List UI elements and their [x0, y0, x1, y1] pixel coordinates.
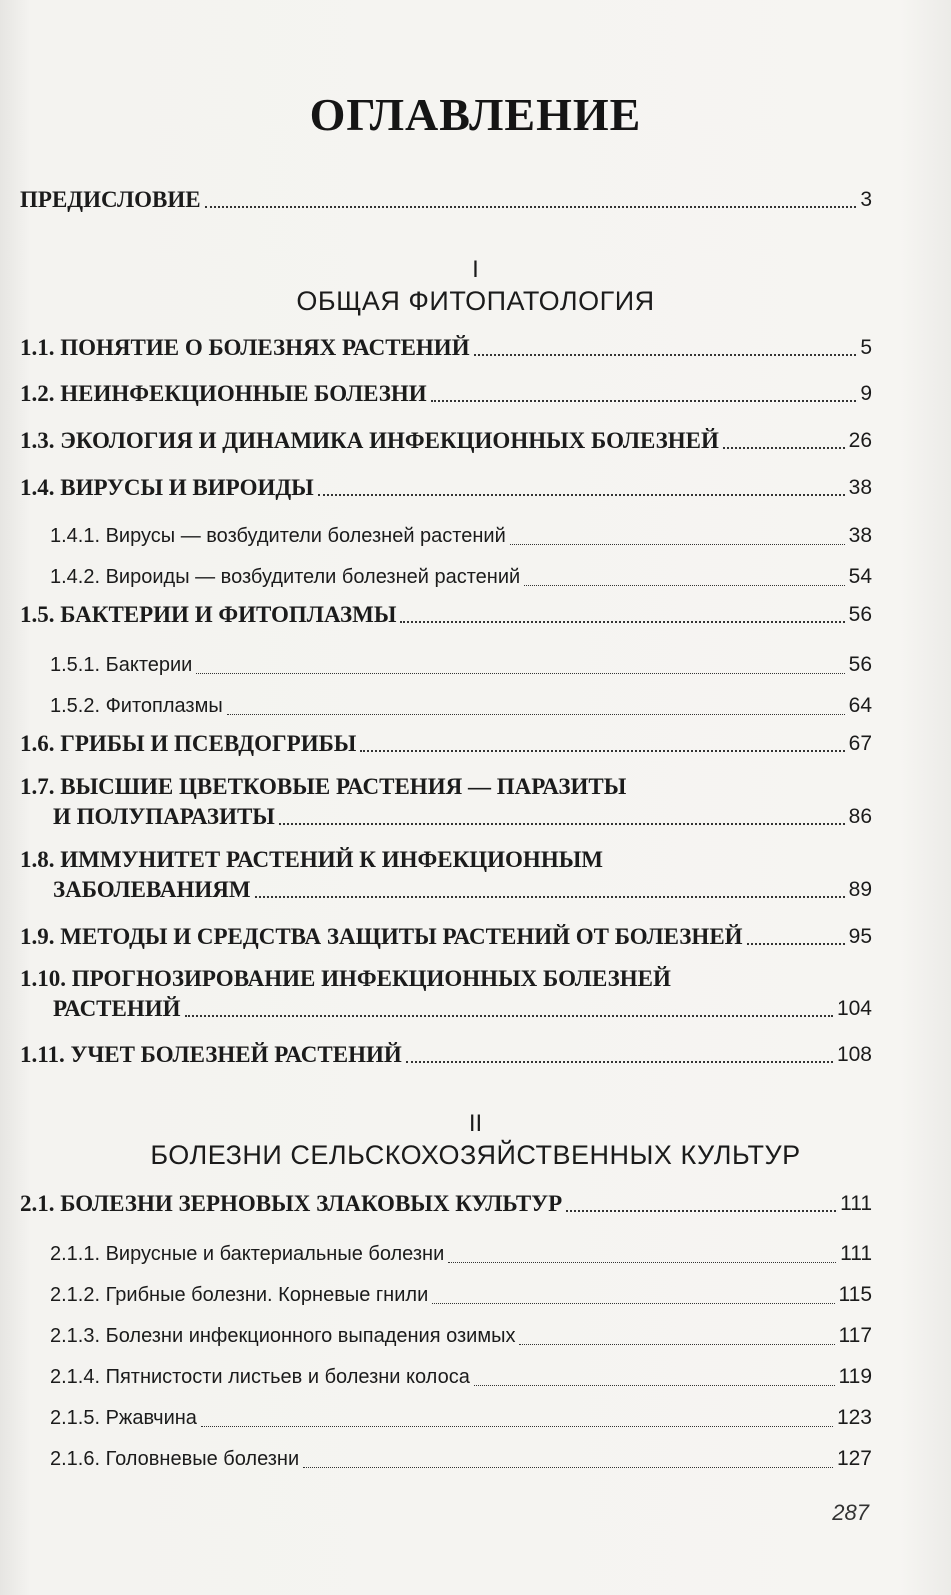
toc-entry-page: 117: [838, 1324, 872, 1347]
toc-entry-page: 108: [836, 1043, 872, 1066]
leader-dots: [227, 713, 845, 715]
toc-subentry: [50, 651, 872, 679]
toc-subentry: [50, 1445, 872, 1473]
toc-subentry: [50, 1404, 872, 1432]
toc-entry-label: 2.1.5. Ржавчина: [50, 1407, 197, 1429]
leader-dots: [205, 205, 857, 208]
leader-dots: [360, 749, 844, 752]
toc-entry-page: 115: [838, 1283, 872, 1306]
toc-entry-page: 89: [848, 878, 872, 901]
page-number: 287: [832, 1500, 869, 1525]
toc-entry-page: 64: [848, 694, 872, 717]
leader-dots: [524, 584, 844, 586]
toc-entry: [20, 923, 872, 951]
leader-dots: [474, 353, 857, 356]
toc-entry-label-line1: 1.10. ПРОГНОЗИРОВАНИЕ ИНФЕКЦИОННЫХ БОЛЕЗНЕЙ: [20, 966, 671, 991]
toc-entry: [20, 380, 872, 408]
toc-entry-page: 56: [848, 603, 872, 626]
toc-entry-page: 104: [836, 997, 872, 1020]
toc-entry-label: 1.5. БАКТЕРИИ И ФИТОПЛАЗМЫ: [20, 602, 397, 627]
toc-entry: [20, 334, 872, 362]
leader-dots: [318, 493, 845, 496]
toc-entry-label: 1.5.2. Фитоплазмы: [50, 695, 223, 717]
leader-dots: [432, 1302, 834, 1304]
toc-subentry: [50, 1281, 872, 1309]
toc-entry-page: 86: [848, 805, 872, 828]
leader-dots: [400, 620, 844, 623]
part-number: I: [472, 256, 479, 283]
toc-entry-label: 2.1.1. Вирусные и бактериальные болезни: [50, 1243, 445, 1265]
toc-entry-label: 1.2. НЕИНФЕКЦИОННЫЕ БОЛЕЗНИ: [20, 381, 427, 406]
leader-dots: [431, 399, 857, 402]
toc-entry-label: 2.1.6. Головневые болезни: [50, 1448, 300, 1470]
toc-entry-label-line2: ЗАБОЛЕВАНИЯМ: [53, 877, 251, 902]
leader-dots: [510, 543, 845, 545]
leader-dots: [196, 672, 844, 674]
part-title: ОБЩАЯ ФИТОПАТОЛОГИЯ: [296, 286, 655, 316]
toc-entry-label: 2.1. БОЛЕЗНИ ЗЕРНОВЫХ ЗЛАКОВЫХ КУЛЬТУР: [20, 1191, 563, 1216]
leader-dots: [747, 942, 845, 945]
toc-entry: [20, 730, 872, 758]
leader-dots: [519, 1343, 834, 1345]
toc-entry-page: 111: [840, 1242, 872, 1265]
toc-entry-label: 1.4.1. Вирусы — возбудители болезней растений: [50, 525, 506, 547]
toc-entry-page: 9: [860, 382, 872, 405]
toc-entry-label: 2.1.2. Грибные болезни. Корневые гнили: [50, 1284, 429, 1306]
leader-dots: [474, 1384, 835, 1386]
leader-dots: [566, 1209, 836, 1212]
toc-entry-label: 1.1. ПОНЯТИЕ О БОЛЕЗНЯХ РАСТЕНИЙ: [20, 335, 470, 360]
toc-entry-label: 1.3. ЭКОЛОГИЯ И ДИНАМИКА ИНФЕКЦИОННЫХ БОЛЕЗНЕЙ: [20, 428, 719, 453]
toc-entry: [20, 427, 872, 455]
leader-dots: [406, 1060, 833, 1063]
toc-entry-page: 127: [836, 1447, 872, 1470]
leader-dots: [723, 446, 845, 449]
toc-entry-label: 2.1.4. Пятнистости листьев и болезни колоса: [50, 1366, 470, 1388]
toc-entry-page: 119: [838, 1365, 872, 1388]
toc-subentry: [50, 563, 872, 591]
toc-entry-page: 67: [848, 732, 872, 755]
toc-subentry: [50, 522, 872, 550]
leader-dots: [185, 1014, 833, 1017]
toc-entry-label-line1: 1.7. ВЫСШИЕ ЦВЕТКОВЫЕ РАСТЕНИЯ — ПАРАЗИТЫ: [20, 774, 627, 799]
toc-entry-page: 54: [848, 565, 872, 588]
toc-entry-label: 1.4. ВИРУСЫ И ВИРОИДЫ: [20, 475, 314, 500]
toc-entry-label: 1.11. УЧЕТ БОЛЕЗНЕЙ РАСТЕНИЙ: [20, 1042, 402, 1067]
toc-entry-page: 26: [848, 429, 872, 452]
leader-dots: [279, 822, 845, 825]
toc-subentry: [50, 1240, 872, 1268]
toc-entry-label: 1.4.2. Вироиды — возбудители болезней растений: [50, 566, 521, 588]
toc-entry-page: 95: [848, 925, 872, 948]
toc-entry-label: 1.5.1. Бактерии: [50, 654, 193, 676]
toc-entry-label-line2: РАСТЕНИЙ: [53, 996, 181, 1021]
toc-entry-page: 123: [836, 1406, 872, 1429]
toc-entry-label: 2.1.3. Болезни инфекционного выпадения озимых: [50, 1325, 516, 1347]
toc-entry-page: 38: [848, 476, 872, 499]
page-title: ОГЛАВЛЕНИЕ: [309, 89, 642, 140]
toc-entry-multiline: [20, 845, 872, 905]
toc-entry-multiline: [20, 964, 872, 1024]
toc-subentry: [50, 692, 872, 720]
toc-entry: [20, 1041, 872, 1069]
toc-entry-page: 56: [848, 653, 872, 676]
toc-entry-label: ПРЕДИСЛОВИЕ: [20, 187, 201, 212]
part-title: БОЛЕЗНИ СЕЛЬСКОХОЗЯЙСТВЕННЫХ КУЛЬТУР: [150, 1140, 801, 1170]
toc-entry-page: 5: [860, 336, 872, 359]
toc-entry: [20, 601, 872, 629]
toc-entry: [20, 474, 872, 502]
leader-dots: [255, 895, 845, 898]
toc-entry-label-line2: И ПОЛУПАРАЗИТЫ: [53, 804, 275, 829]
toc-subentry: [50, 1363, 872, 1391]
leader-dots: [448, 1261, 836, 1263]
toc-subentry: [50, 1322, 872, 1350]
toc-entry-label-line1: 1.8. ИММУНИТЕТ РАСТЕНИЙ К ИНФЕКЦИОННЫМ: [20, 847, 603, 872]
leader-dots: [201, 1425, 833, 1427]
part-number: II: [468, 1110, 483, 1137]
toc-entry-multiline: [20, 772, 872, 832]
toc-entry-page: 111: [840, 1192, 872, 1215]
toc-entry: [20, 1190, 872, 1218]
toc-entry-label: 1.9. МЕТОДЫ И СРЕДСТВА ЗАЩИТЫ РАСТЕНИЙ ОТ БОЛЕЗНЕЙ: [20, 924, 743, 949]
toc-entry-preface: [20, 186, 872, 214]
toc-entry-page: 38: [848, 524, 872, 547]
toc-entry-label: 1.6. ГРИБЫ И ПСЕВДОГРИБЫ: [20, 731, 357, 756]
leader-dots: [303, 1466, 833, 1468]
toc-entry-page: 3: [860, 188, 872, 211]
